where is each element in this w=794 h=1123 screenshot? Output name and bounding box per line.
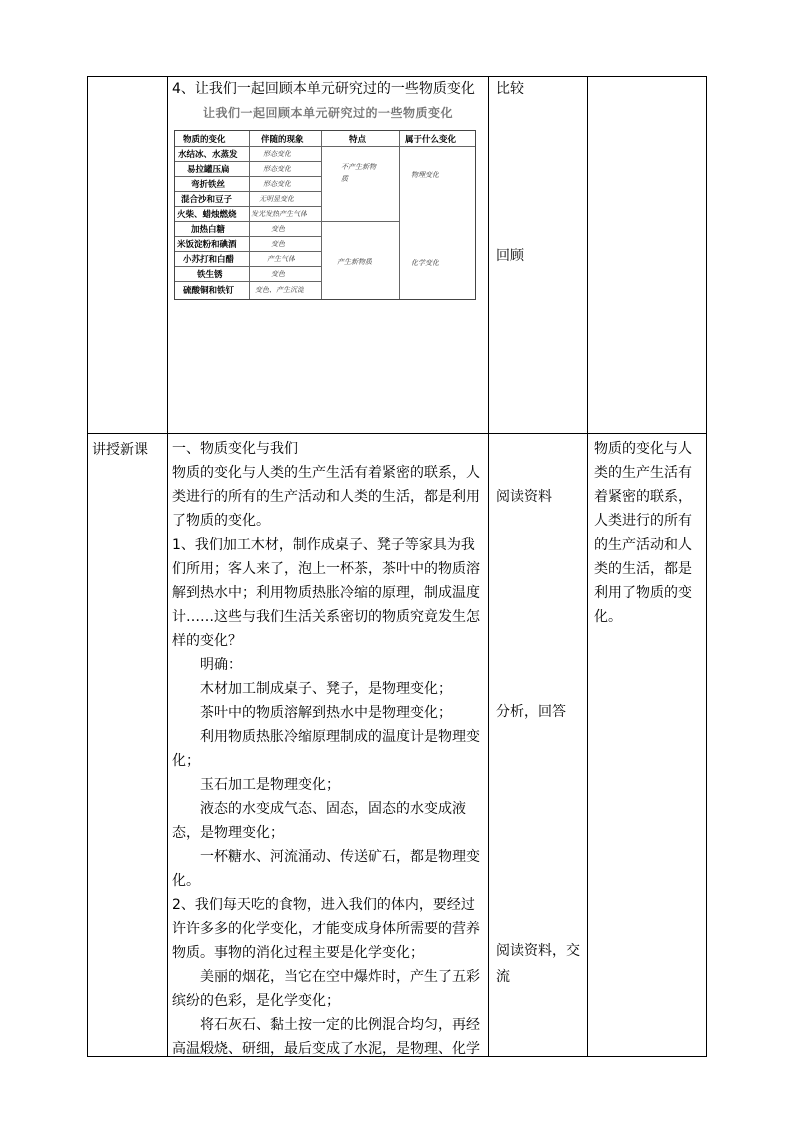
mini-phenomenon: 变色 xyxy=(271,240,285,248)
lesson-content xyxy=(172,437,484,1061)
mini-phenomenon: 变色 xyxy=(271,225,285,233)
lesson-heading: 一、物质变化与我们 xyxy=(172,441,298,457)
row2-activity-read: 阅读资料 xyxy=(496,489,552,505)
fireworks-text: 美丽的烟花，当它在空中爆炸时，产生了五彩缤纷的色彩，是化学变化； xyxy=(172,969,480,1009)
mini-header-phenomenon: 伴随的现象 xyxy=(261,135,304,145)
mini-phenomenon: 变色、产生沉淀 xyxy=(255,286,304,294)
mini-change: 混合沙和豆子 xyxy=(181,195,233,205)
table-row-divider xyxy=(87,433,707,434)
mini-header-type: 属于什么变化 xyxy=(405,135,457,145)
question-2: 2、我们每天吃的食物，进入我们的体内，要经过许许多多的化学变化，才能变成身体所需要的营养物质。事物的消化过程主要是化学变化； xyxy=(172,897,480,961)
mini-change: 加热白糖 xyxy=(191,225,226,235)
mini-header-change: 物质的变化 xyxy=(183,135,226,145)
mini-change: 弯折铁丝 xyxy=(191,180,226,190)
row1-activity-review: 回顾 xyxy=(496,248,524,264)
question-1: 1、我们加工木材，制作成桌子、凳子等家具为我们所用；客人来了，泡上一杯茶，茶叶中的物质溶解到热水中；利用物质热胀冷缩的原理，制成温度计……这些与我们生活关系密切的物质究竟发生怎样的变化？ xyxy=(172,537,480,649)
row2-activity-read-discuss: 阅读资料，交流 xyxy=(496,943,580,985)
row2-activity-analyze: 分析，回答 xyxy=(496,704,566,720)
mini-change: 硫酸铜和铁钉 xyxy=(183,286,235,296)
mini-feature-no-new: 不产生新物质 xyxy=(341,163,376,183)
answer-4: 玉石加工是物理变化； xyxy=(200,777,340,793)
mini-phenomenon: 形态变化 xyxy=(263,180,291,188)
answer-1: 木材加工制成桌子、凳子，是物理变化； xyxy=(200,681,452,697)
row1-activity-compare: 比较 xyxy=(496,81,524,97)
mini-type-physical: 物理变化 xyxy=(411,171,439,179)
table-divider-3 xyxy=(587,76,588,1057)
phenomena-figure xyxy=(172,100,484,305)
row1-item-title: 4、让我们一起回顾本单元研究过的一些物质变化 xyxy=(172,81,475,97)
table-border-right xyxy=(706,76,707,1057)
answer-6: 一杯糖水、河流涌动、传送矿石，都是物理变化。 xyxy=(172,849,480,889)
mini-change: 米饭淀粉和碘酒 xyxy=(177,240,237,250)
mini-header-feature: 特点 xyxy=(349,135,367,145)
mini-phenomenon: 无明显变化 xyxy=(259,195,294,203)
table-divider-1 xyxy=(167,76,168,1057)
mini-change: 铁生锈 xyxy=(197,270,223,280)
cement-text: 将石灰石、黏土按一定的比例混合均匀，再经高温煅烧、研细，最后变成了水泥，是物理、化学 xyxy=(172,1017,480,1057)
section-label: 讲授新课 xyxy=(92,442,148,458)
mini-change: 水结冰、水蒸发 xyxy=(178,150,238,160)
mini-change: 火柴、蜡烛燃烧 xyxy=(177,210,237,220)
table-border-left xyxy=(87,76,88,1057)
table-divider-2 xyxy=(488,76,489,1057)
mini-phenomenon: 形态变化 xyxy=(263,165,291,173)
mini-feature-new: 产生新物质 xyxy=(337,258,372,266)
mini-change: 易拉罐压扁 xyxy=(187,165,230,175)
answer-5: 液态的水变成气态、固态，固态的水变成液态，是物理变化； xyxy=(172,801,466,841)
figure-title: 让我们一起回顾本单元研究过的一些物质变化 xyxy=(202,106,453,120)
mini-phenomenon: 发光发热产生气体 xyxy=(251,210,307,218)
mini-phenomenon: 产生气体 xyxy=(267,255,295,263)
answer-3: 利用物质热胀冷缩原理制成的温度计是物理变化； xyxy=(172,729,480,769)
design-note: 物质的变化与人类的生产生活有着紧密的联系，人类进行的所有的生产活动和人类的生活，都是利用了物质的变化。 xyxy=(594,441,692,625)
mini-phenomenon: 变色 xyxy=(271,270,285,278)
mini-change: 小苏打和白醋 xyxy=(183,255,235,265)
clarify-label: 明确： xyxy=(200,657,242,673)
mini-phenomenon: 形态变化 xyxy=(263,150,291,158)
mini-table xyxy=(174,130,476,300)
answer-2: 茶叶中的物质溶解到热水中是物理变化； xyxy=(200,705,452,721)
lesson-intro: 物质的变化与人类的生产生活有着紧密的联系，人类进行的所有的生产活动和人类的生活，都是利用了物质的变化。 xyxy=(172,465,480,529)
mini-type-chemical: 化学变化 xyxy=(411,259,439,267)
